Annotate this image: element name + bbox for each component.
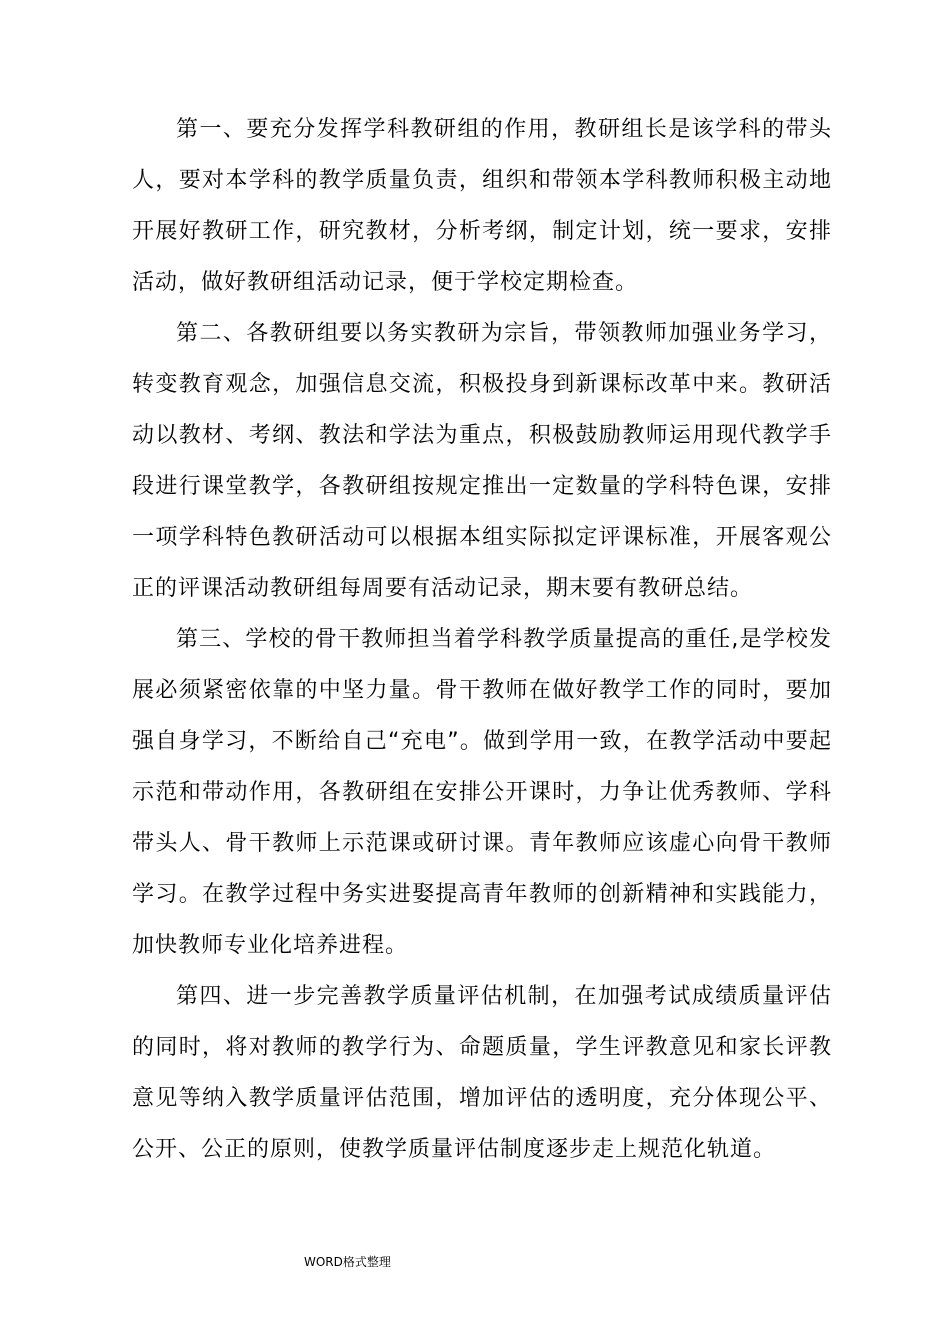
document-body — [132, 104, 832, 1175]
page-footer: WORD格式整理 — [304, 1255, 391, 1269]
paragraph-2: 第二、各教研组要以务实教研为宗旨，带领教师加强业务学习，转变教育观念，加强信息交流，积极投身到新课标改革中来。教研活动以教材、考纲、教法和学法为重点，积极鼓励教师运用现代教学手段进行课堂教学，各教研组按规定推出一定数量的学科特色课，安排一项学科特色教研活动可以根据本组实际拟定评课标准，开展客观公正的评课活动教研组每周要有活动记录，期末要有教研总结。 — [132, 321, 832, 601]
paragraph-3: 第三、学校的骨干教师担当着学科教学质量提高的重任,是学校发展必须紧密依靠的中坚力量。骨干教师在做好教学工作的同时，要加强自身学习，不断给自己“充电”。做到学用一致，在教学活动中要起示范和带动作用，各教研组在安排公开课时，力争让优秀教师、学科带头人、骨干教师上示范课或研讨课。青年教师应该虚心向骨干教师学习。在教学过程中务实进娶提高青年教师的创新精神和实践能力，加快教师专业化培养进程。 — [132, 627, 832, 958]
paragraph-4: 第四、进一步完善教学质量评估机制，在加强考试成绩质量评估的同时，将对教师的教学行为、命题质量，学生评教意见和家长评教意见等纳入教学质量评估范围，增加评估的透明度，充分体现公平、公开、公正的原则，使教学质量评估制度逐步走上规范化轨道。 — [132, 984, 832, 1162]
paragraph-1: 第一、要充分发挥学科教研组的作用，教研组长是该学科的带头人，要对本学科的教学质量负责，组织和带领本学科教师积极主动地开展好教研工作，研究教材，分析考纲，制定计划，统一要求，安排活动，做好教研组活动记录，便于学校定期检查。 — [132, 117, 832, 295]
